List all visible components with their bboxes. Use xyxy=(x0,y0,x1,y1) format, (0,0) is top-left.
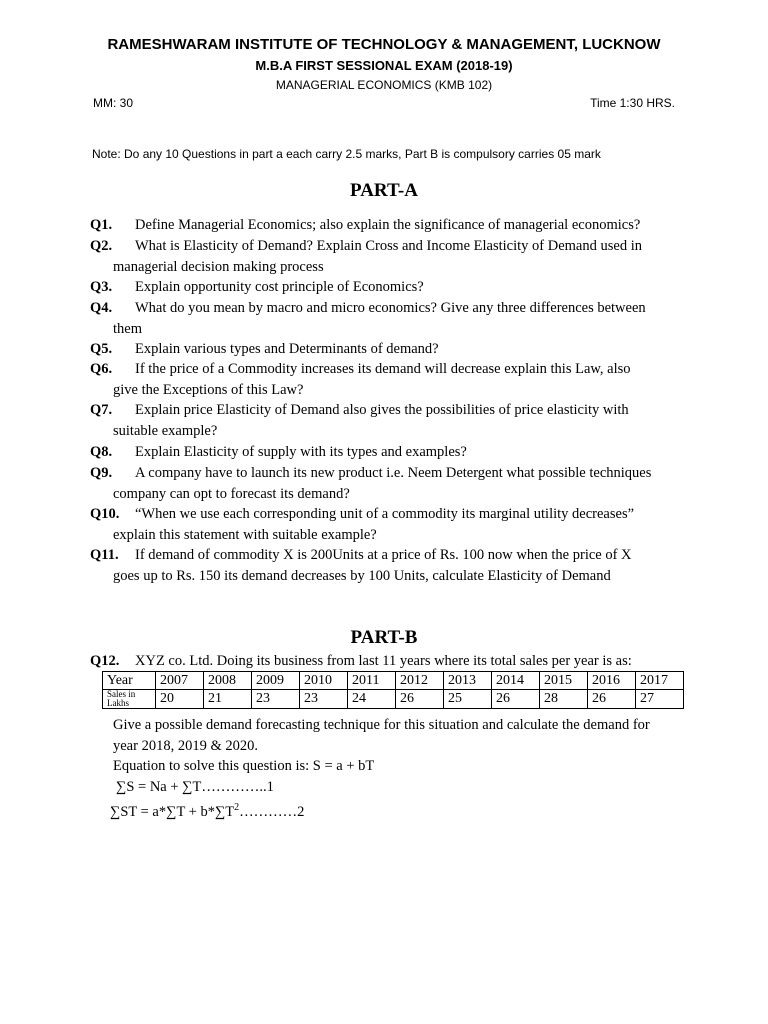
table-cell: 2007 xyxy=(156,672,204,690)
table-cell: 26 xyxy=(492,690,540,709)
question-text: Explain various types and Determinants of demand? xyxy=(135,341,439,357)
sales-table xyxy=(102,671,684,709)
table-header-sales: Sales in Lakhs xyxy=(103,690,156,709)
table-cell: 2009 xyxy=(252,672,300,690)
question-number: Q8. xyxy=(90,444,113,460)
question-text-cont: give the Exceptions of this Law? xyxy=(113,381,304,398)
question-text: If the price of a Commodity increases its demand will decrease explain this Law, also xyxy=(135,361,631,377)
question-9 xyxy=(90,463,690,504)
question-number: Q7. xyxy=(90,402,113,418)
table-cell: 20 xyxy=(156,690,204,709)
table-cell: 2013 xyxy=(444,672,492,690)
table-cell: 2011 xyxy=(348,672,396,690)
question-12 xyxy=(90,651,710,672)
table-cell: 26 xyxy=(588,690,636,709)
question-number: Q10. xyxy=(90,506,120,522)
question-text: Explain Elasticity of supply with its types and examples? xyxy=(135,444,467,460)
question-text: XYZ co. Ltd. Doing its business from last 11 years where its total sales per year is as: xyxy=(135,653,632,669)
table-row xyxy=(103,672,684,690)
question-text-cont: explain this statement with suitable example? xyxy=(113,526,377,543)
subject-title: MANAGERIAL ECONOMICS (KMB 102) xyxy=(275,78,493,92)
question-3 xyxy=(90,277,690,298)
question-number: Q12. xyxy=(90,653,120,669)
table-cell: 28 xyxy=(540,690,588,709)
question-text-cont: managerial decision making process xyxy=(113,258,324,275)
max-marks: MM: 30 xyxy=(93,96,134,110)
table-cell: 2012 xyxy=(396,672,444,690)
table-row xyxy=(103,690,684,709)
question-number: Q1. xyxy=(90,217,113,233)
table-cell: 2017 xyxy=(636,672,684,690)
equation-1: ∑S = Na + ∑T…………..1 xyxy=(116,779,274,795)
question-text: A company have to launch its new product i.e. Neem Detergent what possible techniques xyxy=(135,465,652,481)
institute-name: RAMESHWARAM INSTITUTE OF TECHNOLOGY & MANAGEMENT, LUCKNOW xyxy=(107,36,661,53)
question-number: Q9. xyxy=(90,465,113,481)
equation-2-main: ∑ST = a*∑T + b*∑T xyxy=(110,803,235,820)
equation-2 xyxy=(110,798,304,822)
question-text-cont: goes up to Rs. 150 its demand decreases by 100 Units, calculate Elasticity of Demand xyxy=(113,567,611,584)
question-7 xyxy=(90,400,690,441)
equation-intro: Equation to solve this question is: S = a + bT xyxy=(113,758,375,774)
question-text-cont: them xyxy=(113,320,142,337)
question-4 xyxy=(90,298,690,339)
equation-2-exponent: 2 xyxy=(234,802,240,813)
question-text: Explain opportunity cost principle of Economics? xyxy=(135,279,424,295)
question-text: Explain price Elasticity of Demand also gives the possibilities of price elasticity with xyxy=(135,402,629,418)
question-text: Define Managerial Economics; also explain the significance of managerial economics? xyxy=(135,217,641,233)
question-1 xyxy=(90,215,690,236)
question-2 xyxy=(90,236,690,277)
part-b-heading: PART-B xyxy=(350,627,418,648)
table-header-year: Year xyxy=(103,672,156,690)
instruction-text: year 2018, 2019 & 2020. xyxy=(113,738,258,754)
question-number: Q6. xyxy=(90,361,113,377)
equation-2-tail: …………2 xyxy=(239,803,305,820)
instructions-note: Note: Do any 10 Questions in part a each carry 2.5 marks, Part B is compulsory carries 05 mark xyxy=(92,147,601,161)
question-number: Q5. xyxy=(90,341,113,357)
table-cell: 23 xyxy=(300,690,348,709)
question-number: Q11. xyxy=(90,547,119,563)
question-5 xyxy=(90,339,690,360)
question-text: “When we use each corresponding unit of a commodity its marginal utility decreases” xyxy=(135,506,635,522)
question-6 xyxy=(90,359,690,400)
table-cell: 23 xyxy=(252,690,300,709)
question-number: Q4. xyxy=(90,300,113,316)
question-number: Q3. xyxy=(90,279,113,295)
question-11 xyxy=(90,545,690,586)
exam-time: Time 1:30 HRS. xyxy=(590,96,675,110)
question-number: Q2. xyxy=(90,238,113,254)
instruction-text: Give a possible demand forecasting technique for this situation and calculate the demand for xyxy=(113,717,650,733)
question-text: What do you mean by macro and micro economics? Give any three differences between xyxy=(135,300,646,316)
question-8 xyxy=(90,442,690,463)
table-cell: 2008 xyxy=(204,672,252,690)
table-cell: 24 xyxy=(348,690,396,709)
question-text-cont: company can opt to forecast its demand? xyxy=(113,485,350,502)
table-cell: 25 xyxy=(444,690,492,709)
table-cell: 2016 xyxy=(588,672,636,690)
table-cell: 27 xyxy=(636,690,684,709)
table-cell: 21 xyxy=(204,690,252,709)
question-text: If demand of commodity X is 200Units at a price of Rs. 100 now when the price of X xyxy=(135,547,632,563)
table-cell: 2014 xyxy=(492,672,540,690)
table-cell: 26 xyxy=(396,690,444,709)
question-text-cont: suitable example? xyxy=(113,422,218,439)
question-10 xyxy=(90,504,690,545)
table-cell: 2010 xyxy=(300,672,348,690)
question-text: What is Elasticity of Demand? Explain Cross and Income Elasticity of Demand used in xyxy=(135,238,642,254)
part-a-heading: PART-A xyxy=(350,180,418,201)
table-cell: 2015 xyxy=(540,672,588,690)
exam-title: M.B.A FIRST SESSIONAL EXAM (2018-19) xyxy=(255,58,513,73)
